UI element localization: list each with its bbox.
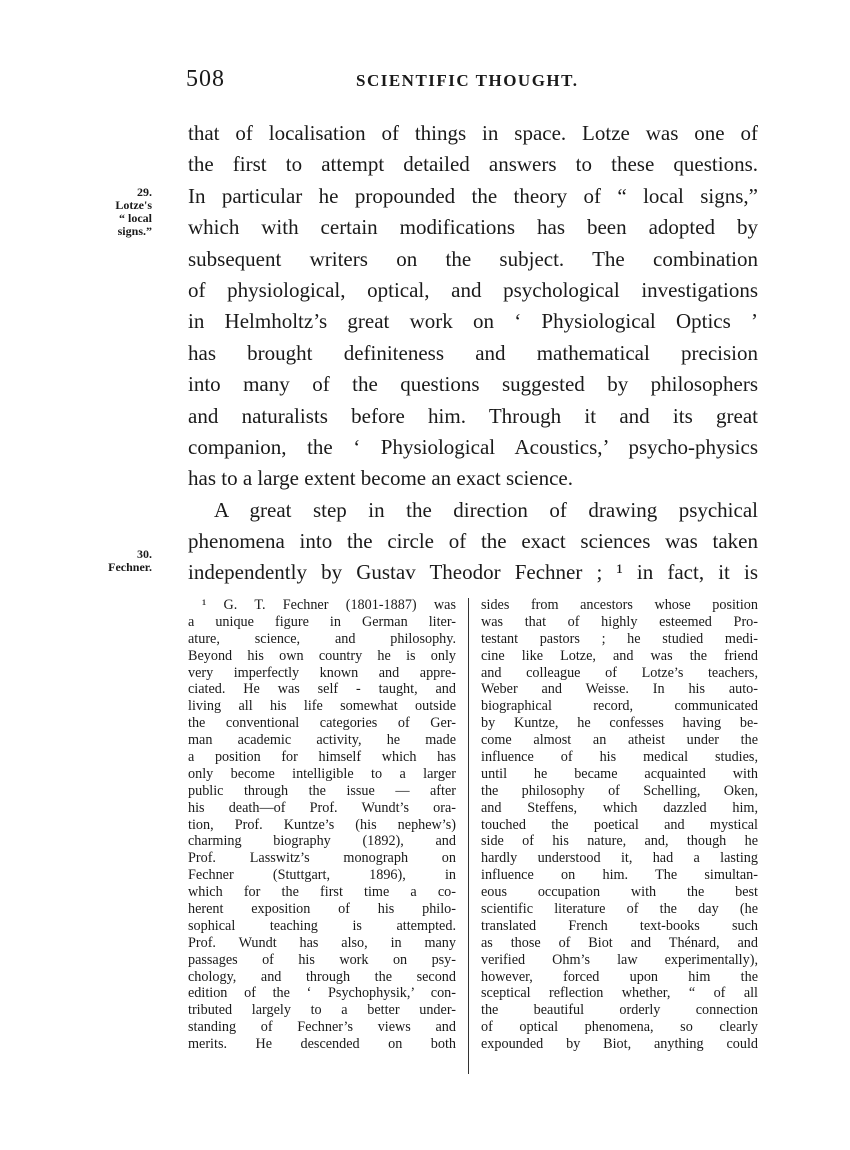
footnote-line: verified Ohm’s law experimentally), [481, 951, 758, 968]
footnote-line: expounded by Biot, anything could [481, 1036, 758, 1053]
footnote-line: hardly understood it, had a lasting [481, 850, 758, 867]
footnote-line: charming biography (1892), and [188, 833, 456, 850]
margin-note-line: signs.” [117, 224, 152, 238]
margin-note-lotze [82, 186, 152, 238]
running-head [186, 62, 758, 98]
footnote-line: very imperfectly known and appre- [188, 664, 456, 681]
footnote-line: eous occupation with the best [481, 884, 758, 901]
footnote-line: a position for himself which has [188, 749, 456, 766]
body-line: into many of the questions suggested by philosophers [188, 372, 758, 397]
footnote-line: Beyond his own country he is only [188, 647, 456, 664]
margin-note-line: “ local [119, 211, 152, 225]
footnote-line: until he became acquainted with [481, 765, 758, 782]
footnote-line: tion, Prof. Kuntze’s (his nephew’s) [188, 816, 456, 833]
footnote-line: a unique figure in German liter- [188, 613, 456, 630]
margin-note-line: Lotze's [115, 198, 152, 212]
running-title: SCIENTIFIC THOUGHT. [356, 71, 579, 90]
footnote-line: Weber and Weisse. In his auto- [481, 681, 758, 698]
footnote-column-right [481, 597, 758, 1053]
footnote-line: merits. He descended on both [188, 1036, 456, 1053]
footnote-line: and colleague of Lotze’s teachers, [481, 664, 758, 681]
footnote-line: and Steffens, which dazzled him, [481, 799, 758, 816]
footnote-line: touched the poetical and mystical [481, 816, 758, 833]
body-line: has to a large extent become an exact science. [188, 466, 574, 491]
footnote-line: as those of Biot and Thénard, and [481, 934, 758, 951]
footnote-line: which for the first time a co- [188, 884, 456, 901]
footnote-line: Prof. Lasswitz’s monograph on [188, 850, 456, 867]
footnote-line: influence of his medical studies, [481, 749, 758, 766]
footnote-line: of optical phenomena, so clearly [481, 1019, 758, 1036]
footnote-line: translated French text-books such [481, 917, 758, 934]
body-text [188, 118, 758, 589]
page-number: 508 [186, 66, 225, 92]
footnote-line: standing of Fechner’s views and [188, 1019, 456, 1036]
margin-note-number: 30. [137, 547, 152, 561]
footnote-line: sceptical reflection whether, “ of all [481, 985, 758, 1002]
body-line: In particular he propounded the theory of “ local signs,” [188, 183, 758, 208]
body-line: which with certain modifications has been adopted by [188, 215, 758, 240]
footnote-line: cine like Lotze, and was the friend [481, 647, 758, 664]
footnote-line: ¹ G. T. Fechner (1801-1887) was [202, 597, 456, 613]
body-line: and naturalists before him. Through it and its great [188, 403, 758, 428]
footnote-line: tributed largely to a better under- [188, 1002, 456, 1019]
footnote-line: sophical teaching is attempted. [188, 917, 456, 934]
body-line: that of localisation of things in space. Lotze was one of [188, 121, 758, 145]
footnote-line: Prof. Wundt has also, in many [188, 934, 456, 951]
body-line: phenomena into the circle of the exact sciences was taken [188, 529, 758, 554]
footnote-line: the philosophy of Schelling, Oken, [481, 782, 758, 799]
body-line: companion, the ‘ Physiological Acoustics,’ psycho-physics [188, 434, 758, 459]
footnote-column-left [188, 597, 456, 1053]
footnote-line: scientific literature of the day (he [481, 901, 758, 918]
body-line: A great step in the direction of drawing psychical [214, 497, 758, 522]
body-line: the first to attempt detailed answers to these questions. [188, 152, 758, 177]
footnote-line: chology, and through the second [188, 968, 456, 985]
footnote-line: biographical record, communicated [481, 698, 758, 715]
footnote-line: sides from ancestors whose position [481, 597, 758, 613]
footnote-line: passages of his work on psy- [188, 951, 456, 968]
margin-note-fechner [82, 548, 152, 574]
footnote-line: herent exposition of his philo- [188, 901, 456, 918]
footnote-line: by Kuntze, he confesses having be- [481, 715, 758, 732]
footnote-line: living all his life somewhat outside [188, 698, 456, 715]
footnote-column-divider [468, 598, 469, 1074]
footnote-line: public through the issue — after [188, 782, 456, 799]
footnote-line: only become intelligible to a larger [188, 765, 456, 782]
footnote-line: the conventional categories of Ger- [188, 715, 456, 732]
footnote-line: however, forced upon him the [481, 968, 758, 985]
body-line: has brought definiteness and mathematical precision [188, 340, 758, 365]
body-line: independently by Gustav Theodor Fechner ; ¹ in fact, it is [188, 560, 758, 585]
footnote-line: the beautiful orderly connection [481, 1002, 758, 1019]
footnote-line: Fechner (Stuttgart, 1896), in [188, 867, 456, 884]
footnote-line: come almost an atheist under the [481, 732, 758, 749]
footnote-line: edition of the ‘ Psychophysik,’ con- [188, 985, 456, 1002]
margin-note-number: 29. [137, 185, 152, 199]
footnote-line: ciated. He was self - taught, and [188, 681, 456, 698]
footnote-line: ature, science, and philosophy. [188, 630, 456, 647]
footnote-line: man academic activity, he made [188, 732, 456, 749]
body-line: of physiological, optical, and psychological investigations [188, 277, 758, 302]
body-line: in Helmholtz’s great work on ‘ Physiological Optics ’ [188, 309, 758, 334]
footnote-line: was that of highly esteemed Pro- [481, 613, 758, 630]
footnote-line: his death—of Prof. Wundt’s ora- [188, 799, 456, 816]
footnote-line: side of his nature, and, though he [481, 833, 758, 850]
footnote-line: influence on him. The simultan- [481, 867, 758, 884]
footnote-line: testant pastors ; he studied medi- [481, 630, 758, 647]
margin-note-line: Fechner. [108, 560, 152, 574]
body-line: subsequent writers on the subject. The combination [188, 246, 758, 271]
